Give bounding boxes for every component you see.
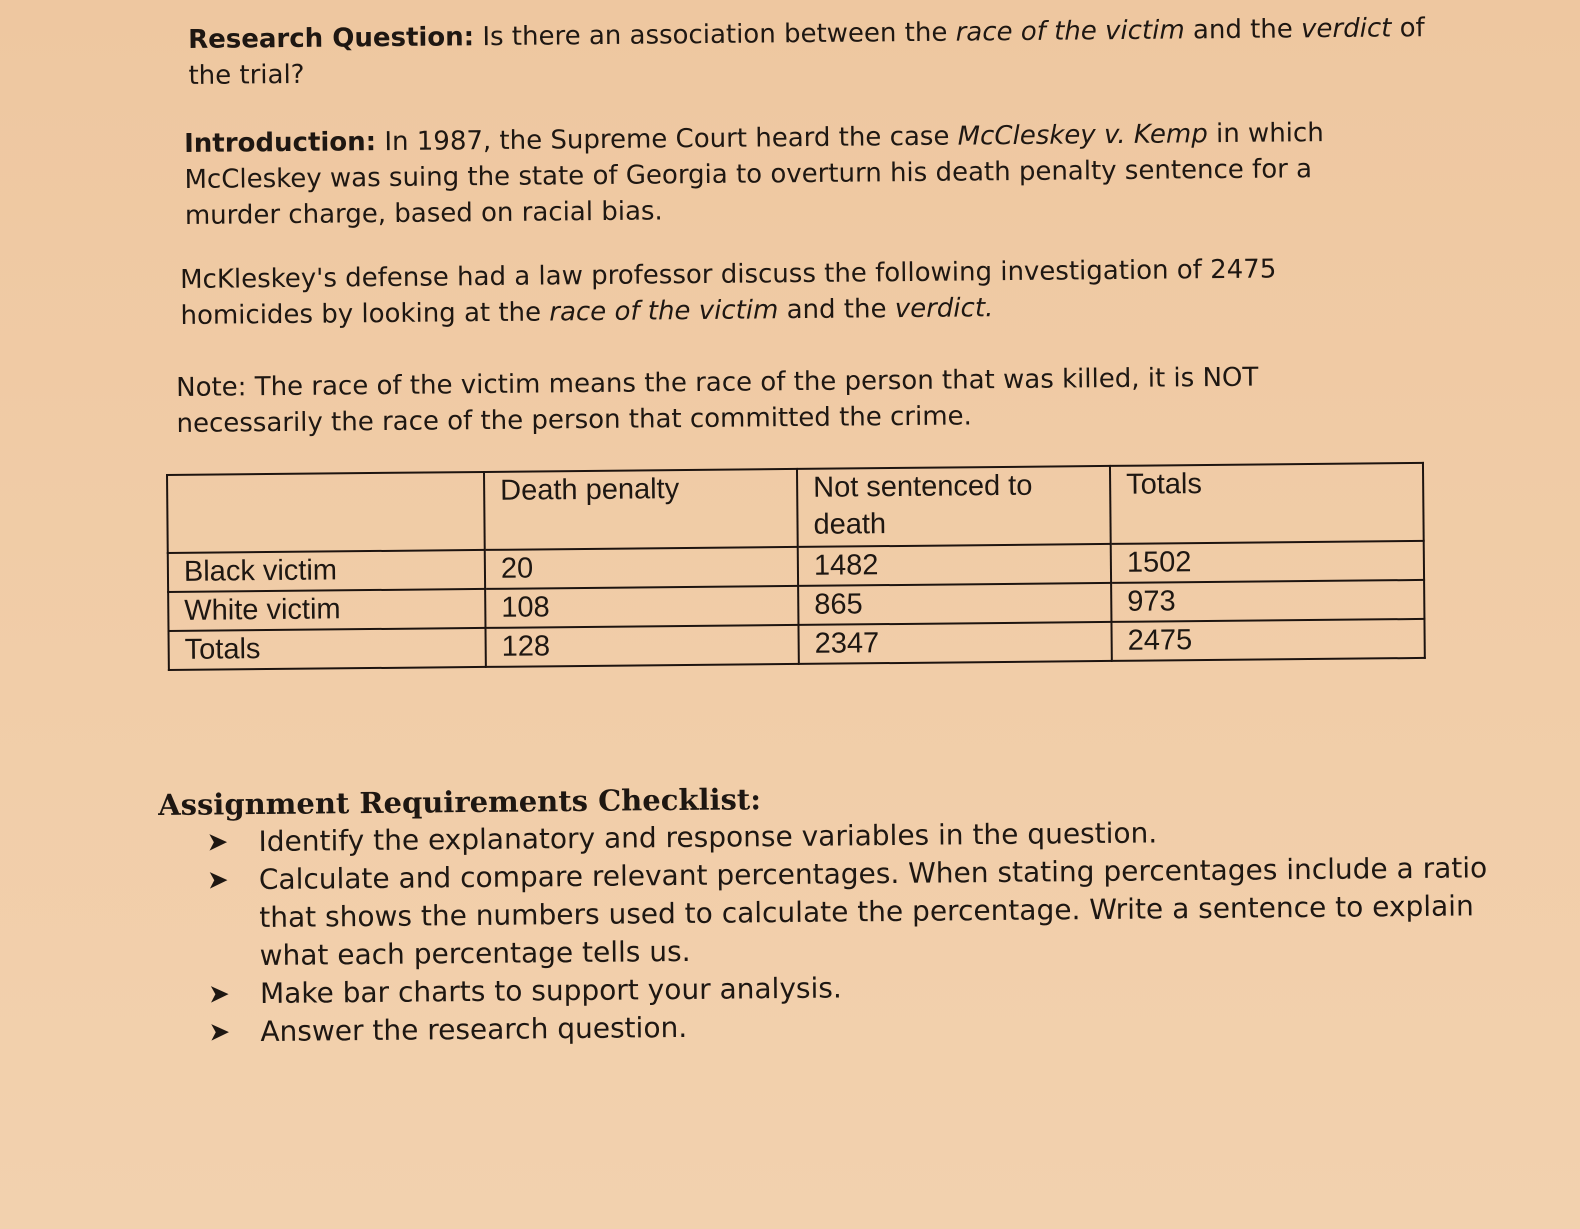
research-question-text: Is there an association between the bbox=[473, 17, 956, 53]
arrow-bullet-icon: ➤ bbox=[208, 1017, 231, 1048]
table-cell: 2347 bbox=[798, 622, 1111, 664]
research-question bbox=[188, 10, 1459, 94]
research-question-text: and the bbox=[1184, 14, 1302, 46]
checklist-item-text: Make bar charts to support your analysis. bbox=[259, 971, 842, 1011]
checklist-item-text: Identify the explanatory and response variables in the question. bbox=[258, 816, 1158, 859]
research-question-emphasis: race of the victim bbox=[955, 15, 1185, 48]
checklist-item-text: Answer the research question. bbox=[260, 1010, 688, 1049]
table-header-row bbox=[167, 463, 1424, 553]
arrow-bullet-icon: ➤ bbox=[207, 979, 230, 1010]
case-name: McCleskey v. Kemp bbox=[957, 119, 1208, 152]
note-paragraph: Note: The race of the victim means the race of the person that was killed, it is NOT necessarily the race of the person that committed the crime. bbox=[176, 362, 1259, 439]
checklist-item-text: Calculate and compare relevant percentages. When stating percentages include a ratio that shows the numbers used to calculate the percentage. Write a sentence to explain what each percentage tells us. bbox=[258, 851, 1488, 973]
table-row-label: White victim bbox=[168, 589, 485, 631]
introduction-paragraph bbox=[184, 114, 1415, 234]
table-cell: 128 bbox=[485, 625, 798, 667]
defense-text: McKleskey's defense had a law professor discuss the following investigation of 2475 homicides by looking at the bbox=[180, 254, 1277, 331]
table-row-label: Totals bbox=[169, 628, 486, 670]
defense-paragraph bbox=[180, 250, 1411, 334]
table-row-label: Black victim bbox=[168, 550, 485, 592]
contingency-table bbox=[166, 462, 1426, 671]
research-question-text: of the trial? bbox=[188, 13, 1425, 91]
research-question-emphasis: verdict bbox=[1300, 13, 1392, 45]
table-cell: 108 bbox=[485, 586, 798, 628]
table-cell: 865 bbox=[798, 583, 1111, 625]
introduction-label: Introduction: bbox=[184, 127, 377, 159]
table-cell: 20 bbox=[485, 547, 798, 589]
checklist-item bbox=[206, 849, 1550, 975]
table-header-cell bbox=[167, 472, 485, 553]
checklist-title: Assignment Requirements Checklist: bbox=[158, 782, 762, 822]
contingency-table-wrapper bbox=[166, 462, 1426, 671]
defense-text: and the bbox=[778, 294, 895, 326]
defense-emphasis: race of the victim bbox=[549, 295, 779, 328]
arrow-bullet-icon: ➤ bbox=[206, 827, 229, 858]
table-cell: 1482 bbox=[798, 544, 1111, 586]
table-cell: 973 bbox=[1111, 580, 1424, 622]
table-cell: 2475 bbox=[1111, 619, 1424, 661]
table-header-cell: Death penalty bbox=[484, 469, 798, 550]
arrow-bullet-icon: ➤ bbox=[206, 865, 229, 896]
checklist-items bbox=[158, 811, 1550, 1052]
introduction-text: in which McCleskey was suing the state of Georgia to overturn his death penalty sentence for a murder charge, based on racial bias. bbox=[184, 118, 1324, 231]
research-question-label: Research Question: bbox=[188, 22, 475, 55]
assignment-checklist bbox=[158, 773, 1550, 1052]
defense-emphasis: verdict. bbox=[894, 293, 994, 325]
table-header-cell: Not sentenced to death bbox=[797, 466, 1111, 547]
table-header-cell: Totals bbox=[1110, 463, 1424, 544]
table-cell: 1502 bbox=[1111, 541, 1424, 583]
introduction-text: In 1987, the Supreme Court heard the case bbox=[375, 121, 958, 158]
